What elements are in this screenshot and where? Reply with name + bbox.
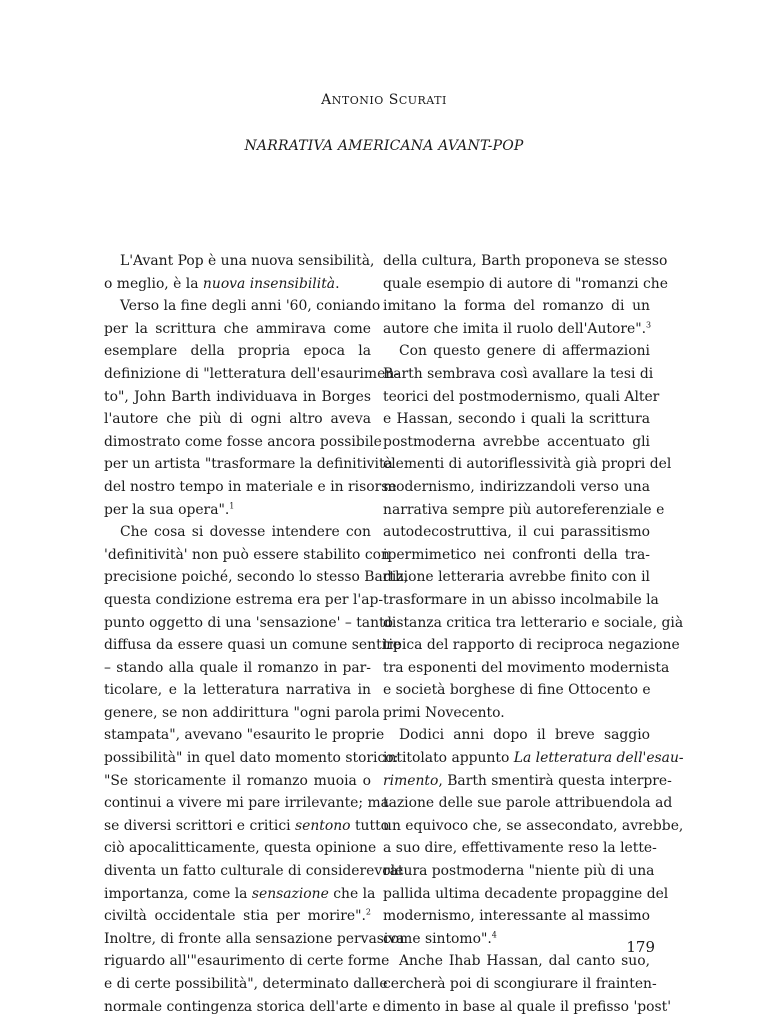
text-line: per un artista "trasformare la definitività	[104, 456, 393, 473]
text-line: e di certe possibilità", determinato dalle	[104, 976, 388, 992]
text-line: Barth sembrava così avallare la tesi di	[383, 365, 654, 382]
text-line: importanza, come la sensazione che la	[104, 885, 376, 902]
text-line: ciò apocalitticamente, questa opinione	[104, 840, 377, 857]
text-line: questa condizione estrema era per l'ap-	[104, 591, 384, 608]
text-line: esemplare della propria epoca la	[104, 343, 371, 360]
author-last-rest: CURATI	[398, 94, 447, 107]
text-line: dimento in base al quale il prefisso 'post'	[383, 998, 672, 1015]
text-line: modernismo, indirizzandoli verso una	[383, 478, 650, 495]
text-line: postmoderna avrebbe accentuato gli	[383, 433, 650, 450]
text-line: dimostrato come fosse ancora possibile	[104, 433, 382, 450]
text-line: teorici del postmodernismo, quali Alter	[383, 388, 660, 405]
text-line: tazione delle sue parole attribuendola ad	[383, 795, 673, 812]
text-line: L'Avant Pop è una nuova sensibilità,	[120, 253, 375, 269]
text-line: Dodici anni dopo il breve saggio	[399, 727, 650, 744]
text-line: se diversi scrittori e critici sentono tutto	[104, 817, 390, 834]
text-line: diffusa da essere quasi un comune sentire	[104, 637, 401, 654]
text-line: un equivoco che, se assecondato, avrebbe,	[383, 817, 684, 834]
text-line: to", John Barth individuava in Borges	[104, 388, 371, 405]
text-line: autore che imita il ruolo dell'Autore".$^3$	[383, 320, 652, 337]
text-line: e società borghese di fine Ottocento e	[383, 682, 651, 699]
author-first-rest: NTONIO	[331, 94, 384, 107]
author-name	[0, 92, 768, 108]
text-line: ticolare, e la letteratura narrativa in	[104, 682, 371, 699]
text-line: punto oggetto di una 'sensazione' – tanto	[104, 614, 393, 631]
text-line: definizione di "letteratura dell'esaurimen-	[104, 365, 399, 382]
footnote-marker: 3	[646, 320, 652, 330]
text-line: pallida ultima decadente propaggine del	[383, 885, 669, 902]
text-line: per la sua opera".$^1$	[104, 500, 235, 518]
author-last-initial: S	[388, 92, 399, 108]
text-line: imitano la forma del romanzo di un	[383, 298, 650, 315]
text-line: – stando alla quale il romanzo in par-	[104, 659, 371, 676]
text-line: rimento, Barth smentirà questa interpre-	[383, 772, 672, 789]
text-line: civiltà occidentale stia per morire".$^2$	[104, 907, 371, 925]
emphasis: sensazione	[251, 885, 329, 902]
text-line: diventa un fatto culturale di considerevole	[104, 863, 404, 880]
text-line: intitolato appunto La letteratura dell'esau-	[383, 750, 684, 767]
emphasis: nuova insensibilità	[202, 275, 336, 292]
text-line: primi Novecento.	[383, 704, 505, 721]
text-line: e Hassan, secondo i quali la scrittura	[383, 411, 650, 428]
text-line: normale contingenza storica dell'arte e	[104, 998, 381, 1015]
footnote-marker: 2	[365, 907, 371, 917]
text-line: per la scrittura che ammirava come	[104, 320, 371, 337]
footnote-marker: 1	[229, 500, 235, 510]
text-line: cercherà poi di scongiurare il frainten-	[383, 976, 657, 992]
author-first-initial: A	[321, 92, 332, 108]
text-line: precisione poiché, secondo lo stesso Barth,	[104, 569, 409, 586]
text-line: ratura postmoderna "niente più di una	[383, 863, 655, 880]
text-line: Con questo genere di affermazioni	[399, 343, 650, 360]
article-title: NARRATIVA AMERICANA AVANT-POP	[244, 138, 524, 154]
text-line: tipica del rapporto di reciproca negazione	[383, 637, 680, 654]
text-line: Verso la fine degli anni '60, coniando	[120, 298, 381, 315]
text-line: riguardo all'"esaurimento di certe forme	[104, 953, 390, 970]
emphasis: rimento	[383, 772, 439, 789]
text-line: Che cosa si dovesse intendere con	[120, 524, 371, 541]
text-line: del nostro tempo in materiale e in risorse	[104, 478, 397, 495]
text-line: autodecostruttiva, il cui parassitismo	[383, 524, 650, 541]
text-line: narrativa sempre più autoreferenziale e	[383, 501, 665, 518]
text-line: 'definitività' non può essere stabilito con	[104, 546, 390, 563]
emphasis: sentono	[294, 817, 351, 834]
text-line: tra esponenti del movimento modernista	[383, 659, 670, 676]
text-line: Inoltre, di fronte alla sensazione pervasiva	[104, 930, 405, 947]
text-line: elementi di autoriflessività già propri del	[383, 456, 672, 473]
right-column	[383, 250, 684, 1018]
text-line: della cultura, Barth proponeva se stesso	[383, 253, 668, 269]
emphasis: La letteratura dell'esau-	[513, 750, 684, 767]
text-line: quale esempio di autore di "romanzi che	[383, 275, 668, 292]
text-line: dizione letteraria avrebbe finito con il	[383, 569, 650, 586]
text-line: distanza critica tra letterario e sociale, già	[383, 614, 684, 631]
text-line: l'autore che più di ogni altro aveva	[104, 411, 371, 428]
page-number: 179	[626, 938, 655, 956]
text-line: genere, se non addirittura "ogni parola	[104, 704, 380, 721]
text-line: possibilità" in quel dato momento storico:	[104, 750, 399, 767]
text-line: o meglio, è la nuova insensibilità.	[104, 275, 340, 292]
text-line: modernismo, interessante al massimo	[383, 908, 650, 925]
text-line: continui a vivere mi pare irrilevante; ma	[104, 795, 389, 812]
text-line: come sintomo".$^4$	[383, 930, 497, 947]
text-line: trasformare in un abisso incolmabile la	[383, 591, 659, 608]
footnote-marker: 4	[491, 930, 497, 940]
text-line: ipermimetico nei confronti della tra-	[383, 546, 650, 563]
text-line: Anche Ihab Hassan, dal canto suo,	[399, 953, 650, 970]
text-line: a suo dire, effettivamente reso la lette-	[383, 840, 657, 857]
text-line: "Se storicamente il romanzo muoia o	[104, 772, 371, 789]
text-line: stampata", avevano "esaurito le proprie	[104, 727, 385, 744]
left-column	[104, 250, 409, 1018]
